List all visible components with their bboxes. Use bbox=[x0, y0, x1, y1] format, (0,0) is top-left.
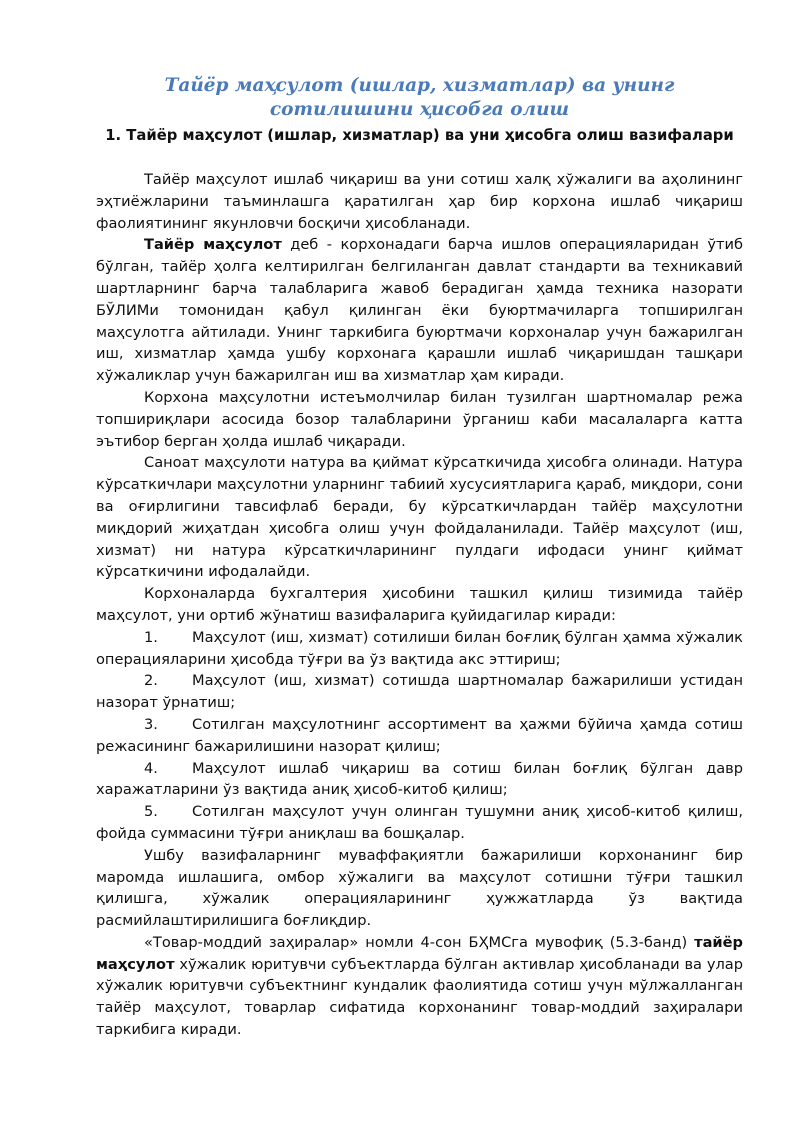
list-item bbox=[96, 758, 743, 802]
list-item bbox=[96, 670, 743, 714]
paragraph-7-start: «Товар-моддий заҳиралар» номли 4-сон БҲМСга мувофиқ (5.3-банд) bbox=[144, 933, 695, 951]
document-body bbox=[96, 169, 743, 1041]
list-text: Маҳсулот (иш, хизмат) сотилиши билан боғлиқ бўлган ҳамма хўжалик операцияларини ҳисобда тўғри ва ўз вақтида акс эттириш; bbox=[96, 628, 743, 668]
section-heading: 1. Тайёр маҳсулот (ишлар, хизматлар) ва уни ҳисобга олиш вазифалари bbox=[105, 127, 734, 144]
list-item bbox=[96, 714, 743, 758]
paragraph-3: Корхона маҳсулотни истеъмолчилар билан тузилган шартномалар режа топшириқлари асосида бозор талабларини ўрганиш каби масалаларга катта эътибор берган ҳолда ишлаб чиқаради. bbox=[96, 388, 743, 450]
paragraph-2 bbox=[96, 234, 743, 387]
paragraph-2-text: деб - корхонадаги барча ишлов операцияларидан ўтиб бўлган, тайёр ҳолга келтирилган белгиланган давлат стандарти ва техникавий шартларнинг барча талабларига жавоб берадиган ҳамда техника назорати БЎЛИМи томонидан қабул қилинган ёки буюртмачиларга топширилган маҳсулотга айтилади. Унинг таркибига буюртмачи корхоналар учун бажарилган иш, хизматлар ҳамда ушбу корхонага қарашли ишлаб чиқаришдан ташқари хўжаликлар учун бажарилган иш ва хизматлар ҳам киради. bbox=[96, 236, 744, 385]
paragraph-5: Корхоналарда бухгалтерия ҳисобини ташкил қилиш тизимида тайёр маҳсулот, уни ортиб жўнатиш вазифаларига қуйидагилар киради: bbox=[96, 585, 743, 624]
list-number: 5. bbox=[144, 803, 158, 821]
document-page bbox=[96, 74, 743, 1041]
paragraph-1: Тайёр маҳсулот ишлаб чиқариш ва уни сотиш халқ хўжалиги ва аҳолининг эҳтиёжларини таъминлашга қаратилган ҳар бир корхона ишлаб чиқариш фаолиятининг якунловчи босқичи ҳисобланади. bbox=[96, 171, 743, 232]
term-bold: тайёр маҳсулот bbox=[96, 933, 743, 973]
list-number: 2. bbox=[144, 672, 158, 690]
document-title: Тайёр маҳсулот (ишлар, хизматлар) ва унинг сотилишини ҳисобга олиш bbox=[164, 75, 675, 120]
list-text: Маҳсулот ишлаб чиқариш ва сотиш билан боғлиқ бўлган давр харажатларини ўз вақтида аниқ ҳисоб-китоб қилиш; bbox=[96, 759, 743, 799]
term-bold: Тайёр маҳсулот bbox=[144, 236, 282, 254]
list-text: Сотилган маҳсулотнинг ассортимент ва ҳажми бўйича ҳамда сотиш режасининг бажарилишини назорат қилиш; bbox=[96, 715, 743, 755]
paragraph-6: Ушбу вазифаларнинг муваффақиятли бажарилиши корхонанинг бир маромда ишлашига, омбор хўжалиги ва маҳсулот сотишни тўғри ташкил қилишга, хўжалик операцияларининг ҳужжатларда ўз вақтида расмийлаштирилишига боғлиқдир. bbox=[96, 846, 743, 930]
list-item bbox=[96, 627, 743, 671]
paragraph-4: Саноат маҳсулоти натура ва қиймат кўрсаткичида ҳисобга олинади. Натура кўрсаткичлари маҳсулотни уларнинг табиий хусусиятларига қараб, миқдори, сони ва оғирлигини тавсифлаб беради, бу кўрсаткичлардан тайёр маҳсулотни миқдорий жиҳатдан ҳисобга олиш учун фойдаланилади. Тайёр маҳсулот (иш, хизмат) ни натура кўрсаткичларининг пулдаги ифодаси унинг қиймат кўрсаткичини ифодалайди. bbox=[96, 454, 743, 581]
list-item bbox=[96, 801, 743, 845]
list-number: 1. bbox=[144, 628, 158, 646]
paragraph-7 bbox=[96, 932, 743, 1041]
list-text: Сотилган маҳсулот учун олинган тушумни аниқ ҳисоб-китоб қилиш, фойда суммасини тўғри аниқлаш ва бошқалар. bbox=[96, 803, 743, 842]
paragraph-7-text: хўжалик юритувчи субъектларда бўлган активлар ҳисобланади ва улар хўжалик юритувчи субъектнинг кундалик фаолиятида сотиш учун мўлжалланган тайёр маҳсулот, товарлар сифатида корхонанинг товар-моддий заҳиралари таркибига киради. bbox=[96, 955, 743, 1039]
list-number: 3. bbox=[144, 715, 158, 733]
list-text: Маҳсулот (иш, хизмат) сотишда шартномалар бажарилиши устидан назорат ўрнатиш; bbox=[96, 672, 743, 712]
list-number: 4. bbox=[144, 759, 158, 777]
